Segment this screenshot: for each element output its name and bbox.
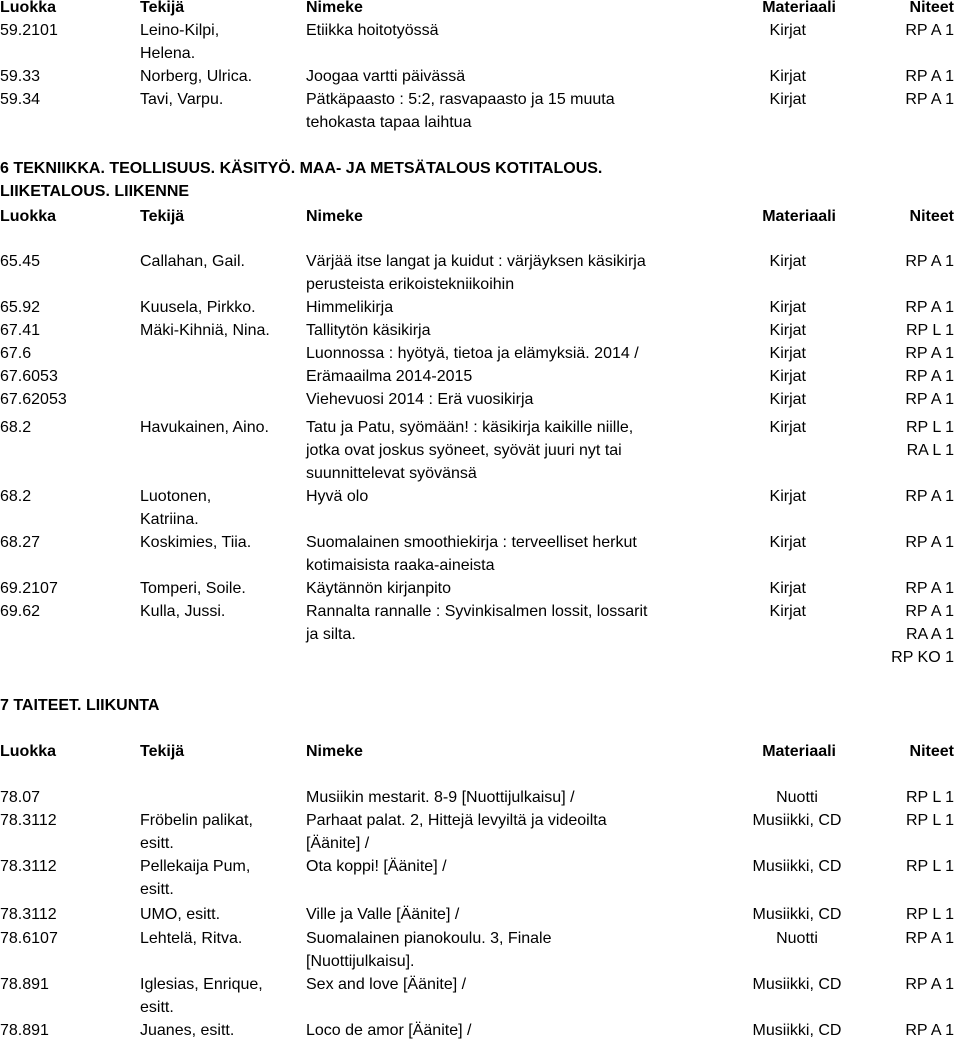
header-niteet: Niteet xyxy=(909,743,954,760)
row-nimeke: jotka ovat joskus syöneet, syövät juuri nyt tai xyxy=(306,442,622,459)
row-luokka: 59.34 xyxy=(0,91,41,108)
row-niteet: RP A 1 xyxy=(905,1022,954,1039)
row-niteet: RP A 1 xyxy=(905,22,954,39)
header-materiaali: Materiaali xyxy=(762,208,836,225)
row-luokka: 69.62 xyxy=(0,603,41,620)
row-materiaali: Kirjat xyxy=(769,391,806,408)
row-niteet: RP A 1 xyxy=(905,930,954,947)
row-luokka: 67.6053 xyxy=(0,368,58,385)
row-nimeke: Rannalta rannalle : Syvinkisalmen lossit, lossarit xyxy=(306,603,648,620)
row-materiaali: Musiikki, CD xyxy=(752,976,842,993)
row-tekija: Kulla, Jussi. xyxy=(140,603,226,620)
header-nimeke: Nimeke xyxy=(306,743,363,760)
row-tekija: Kuusela, Pirkko. xyxy=(140,299,256,316)
header-nimeke: Nimeke xyxy=(306,0,363,16)
row-nimeke: Loco de amor [Äänite] / xyxy=(306,1022,472,1039)
header-luokka: Luokka xyxy=(0,743,57,760)
row-tekija: Helena. xyxy=(140,45,196,62)
row-luokka: 68.2 xyxy=(0,488,32,505)
row-nimeke: Musiikin mestarit. 8-9 [Nuottijulkaisu] / xyxy=(306,789,575,806)
row-nimeke: Hyvä olo xyxy=(306,488,369,505)
row-materiaali: Musiikki, CD xyxy=(752,1022,842,1039)
row-luokka: 78.6107 xyxy=(0,930,58,947)
row-materiaali: Kirjat xyxy=(769,299,806,316)
row-tekija: esitt. xyxy=(140,999,174,1016)
row-materiaali: Kirjat xyxy=(769,580,806,597)
row-materiaali: Musiikki, CD xyxy=(752,906,842,923)
row-niteet: RP A 1 xyxy=(905,299,954,316)
row-luokka: 78.891 xyxy=(0,1022,49,1039)
section-6-title-cont: LIIKETALOUS. LIIKENNE xyxy=(0,183,190,200)
row-nimeke: Suomalainen pianokoulu. 3, Finale xyxy=(306,930,552,947)
section-7-title: 7 TAITEET. LIIKUNTA xyxy=(0,697,160,714)
row-tekija: Norberg, Ulrica. xyxy=(140,68,253,85)
row-luokka: 78.3112 xyxy=(0,812,57,829)
row-materiaali: Musiikki, CD xyxy=(752,858,842,875)
row-nimeke: Värjää itse langat ja kuidut : värjäyksen käsikirja xyxy=(306,253,646,270)
row-niteet: RP L 1 xyxy=(905,789,954,806)
row-materiaali: Nuotti xyxy=(776,789,818,806)
row-luokka: 78.891 xyxy=(0,976,49,993)
row-nimeke: Tallitytön käsikirja xyxy=(306,322,431,339)
row-niteet: RP A 1 xyxy=(905,534,954,551)
row-nimeke: Parhaat palat. 2, Hittejä levyiltä ja videoilta xyxy=(306,812,607,829)
row-nimeke: Joogaa vartti päivässä xyxy=(306,68,466,85)
row-tekija: Luotonen, xyxy=(140,488,212,505)
row-tekija: Pellekaija Pum, xyxy=(140,858,251,875)
row-nimeke: Käytännön kirjanpito xyxy=(306,580,451,597)
row-materiaali: Kirjat xyxy=(769,488,806,505)
row-luokka: 59.33 xyxy=(0,68,41,85)
row-materiaali: Kirjat xyxy=(769,22,806,39)
row-luokka: 67.41 xyxy=(0,322,41,339)
row-tekija: Juanes, esitt. xyxy=(140,1022,235,1039)
row-niteet: RP L 1 xyxy=(905,812,954,829)
row-luokka: 78.07 xyxy=(0,789,41,806)
row-niteet: RP A 1 xyxy=(905,253,954,270)
row-luokka: 59.2101 xyxy=(0,22,58,39)
row-nimeke: Suomalainen smoothiekirja : terveelliset herkut xyxy=(306,534,637,551)
row-nimeke: tehokasta tapaa laihtua xyxy=(306,114,472,131)
header-tekija: Tekijä xyxy=(140,208,185,225)
row-nimeke: Tatu ja Patu, syömään! : käsikirja kaikille niille, xyxy=(306,419,634,436)
row-materiaali: Kirjat xyxy=(769,368,806,385)
row-tekija: Tomperi, Soile. xyxy=(140,580,246,597)
row-niteet: RP L 1 xyxy=(905,419,954,436)
row-nimeke: [Nuottijulkaisu]. xyxy=(306,953,415,970)
row-materiaali: Kirjat xyxy=(769,419,806,436)
row-nimeke: kotimaisista raaka-aineista xyxy=(306,557,495,574)
row-tekija: Tavi, Varpu. xyxy=(140,91,224,108)
row-nimeke: Ville ja Valle [Äänite] / xyxy=(306,906,460,923)
row-niteet: RP A 1 xyxy=(905,391,954,408)
header-niteet: Niteet xyxy=(909,208,954,225)
header-luokka: Luokka xyxy=(0,208,57,225)
row-materiaali: Musiikki, CD xyxy=(752,812,842,829)
header-materiaali: Materiaali xyxy=(762,743,836,760)
row-luokka: 65.45 xyxy=(0,253,41,270)
row-niteet: RP A 1 xyxy=(905,488,954,505)
row-luokka: 68.27 xyxy=(0,534,41,551)
row-tekija: esitt. xyxy=(140,881,174,898)
row-luokka: 67.6 xyxy=(0,345,32,362)
row-niteet: RP L 1 xyxy=(905,322,954,339)
row-nimeke: ja silta. xyxy=(306,626,356,643)
row-niteet: RP A 1 xyxy=(905,68,954,85)
row-nimeke: Viehevuosi 2014 : Erä vuosikirja xyxy=(306,391,534,408)
row-nimeke: perusteista erikoistekniikoihin xyxy=(306,276,515,293)
row-niteet: RP A 1 xyxy=(905,91,954,108)
row-niteet: RA L 1 xyxy=(906,442,954,459)
row-tekija: Callahan, Gail. xyxy=(140,253,245,270)
row-nimeke: Sex and love [Äänite] / xyxy=(306,976,467,993)
row-materiaali: Kirjat xyxy=(769,345,806,362)
row-nimeke: Himmelikirja xyxy=(306,299,394,316)
row-materiaali: Kirjat xyxy=(769,68,806,85)
row-niteet: RP A 1 xyxy=(905,976,954,993)
row-nimeke: [Äänite] / xyxy=(306,835,370,852)
row-tekija: Leino-Kilpi, xyxy=(140,22,220,39)
row-niteet: RP A 1 xyxy=(905,368,954,385)
header-niteet: Niteet xyxy=(909,0,954,16)
row-niteet: RA A 1 xyxy=(905,626,954,643)
row-tekija: UMO, esitt. xyxy=(140,906,221,923)
row-niteet: RP L 1 xyxy=(905,858,954,875)
row-nimeke: Etiikka hoitotyössä xyxy=(306,22,439,39)
row-niteet: RP KO 1 xyxy=(891,649,954,666)
row-luokka: 69.2107 xyxy=(0,580,58,597)
row-nimeke: Ota koppi! [Äänite] / xyxy=(306,858,447,875)
row-materiaali: Kirjat xyxy=(769,253,806,270)
row-materiaali: Nuotti xyxy=(776,930,818,947)
row-nimeke: Luonnossa : hyötyä, tietoa ja elämyksiä. 2014 / xyxy=(306,345,639,362)
row-nimeke: Pätkäpaasto : 5:2, rasvapaasto ja 15 muuta xyxy=(306,91,615,108)
header-materiaali: Materiaali xyxy=(762,0,836,16)
row-tekija: Mäki-Kihniä, Nina. xyxy=(140,322,270,339)
header-nimeke: Nimeke xyxy=(306,208,363,225)
row-luokka: 78.3112 xyxy=(0,858,57,875)
row-niteet: RP A 1 xyxy=(905,345,954,362)
row-tekija: Havukainen, Aino. xyxy=(140,419,269,436)
row-niteet: RP A 1 xyxy=(905,603,954,620)
row-niteet: RP A 1 xyxy=(905,580,954,597)
row-materiaali: Kirjat xyxy=(769,322,806,339)
row-materiaali: Kirjat xyxy=(769,603,806,620)
row-materiaali: Kirjat xyxy=(769,534,806,551)
row-tekija: Fröbelin palikat, xyxy=(140,812,253,829)
row-tekija: Koskimies, Tiia. xyxy=(140,534,252,551)
row-niteet: RP L 1 xyxy=(905,906,954,923)
row-luokka: 68.2 xyxy=(0,419,32,436)
row-tekija: Lehtelä, Ritva. xyxy=(140,930,243,947)
row-luokka: 65.92 xyxy=(0,299,41,316)
header-luokka: Luokka xyxy=(0,0,57,16)
row-luokka: 78.3112 xyxy=(0,906,57,923)
row-materiaali: Kirjat xyxy=(769,91,806,108)
section-6-title: 6 TEKNIIKKA. TEOLLISUUS. KÄSITYÖ. MAA- JA METSÄTALOUS KOTITALOUS. xyxy=(0,160,603,177)
header-tekija: Tekijä xyxy=(140,0,185,16)
row-tekija: Katriina. xyxy=(140,511,199,528)
row-tekija: Iglesias, Enrique, xyxy=(140,976,263,993)
row-nimeke: Erämaailma 2014-2015 xyxy=(306,368,473,385)
row-luokka: 67.62053 xyxy=(0,391,67,408)
row-tekija: esitt. xyxy=(140,835,174,852)
row-nimeke: suunnittelevat syövänsä xyxy=(306,465,477,482)
header-tekija: Tekijä xyxy=(140,743,185,760)
